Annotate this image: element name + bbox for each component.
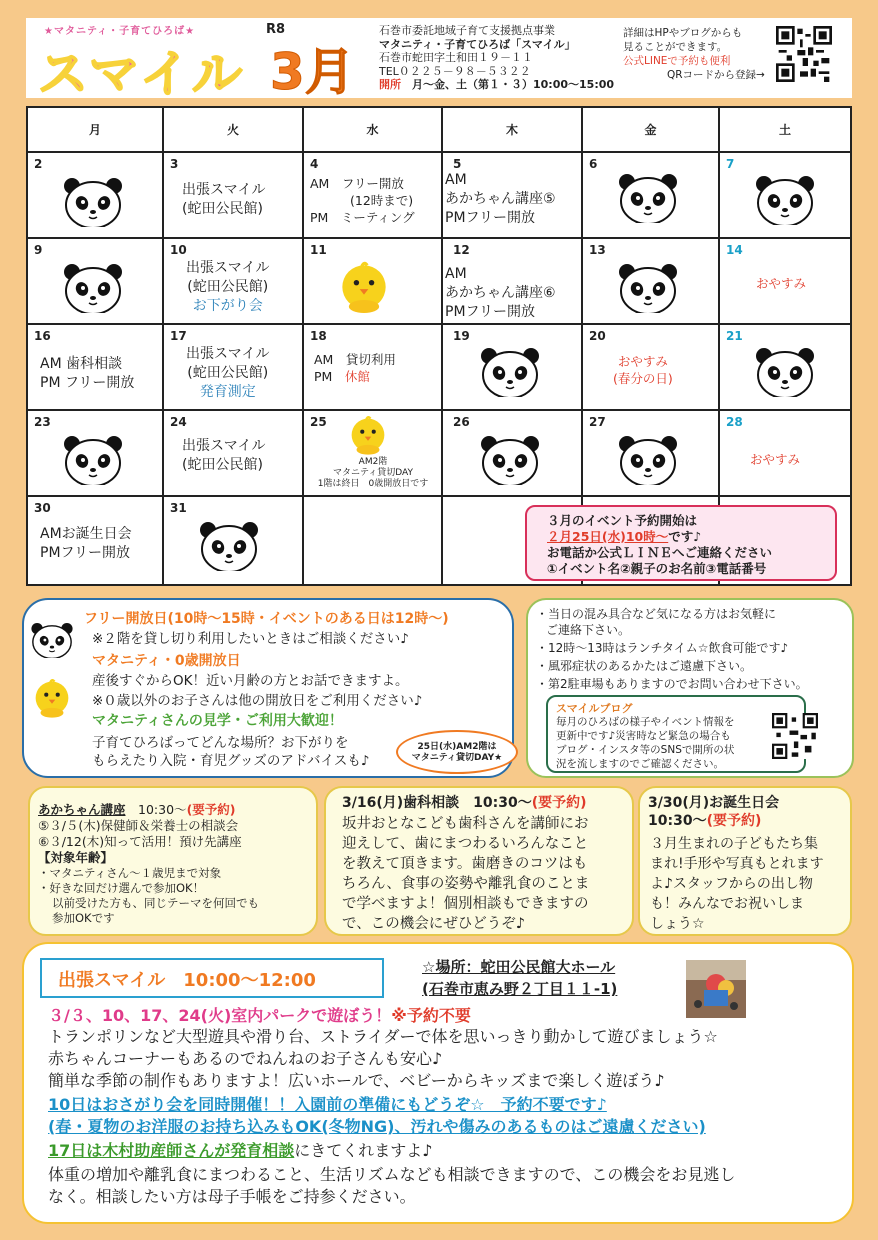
day-cell[interactable] (583, 239, 720, 325)
event-line: 出張スマイル (186, 346, 270, 362)
hand-me-down-event: 10日はおさがり会を同時開催！！入園前の準備にもどうぞ☆ 予約不要です♪ (48, 1095, 607, 1114)
class-item: ⑤３/５(木)保健師＆栄養士の相談会 (38, 818, 239, 833)
event-line: AM (445, 266, 467, 282)
day-cell[interactable] (443, 325, 583, 411)
no-reservation-note: ※予約不要 (391, 1006, 471, 1025)
venue-address: (石巻市恵み野２丁目１１-1) (422, 980, 618, 998)
event-line: あかちゃん講座⑤ (445, 191, 556, 207)
panda-icon (30, 622, 74, 658)
note-line-line-app: 公式LINEで予約も便利 (623, 55, 731, 67)
day-cell[interactable] (443, 153, 583, 239)
day-event (40, 355, 134, 393)
day-cell[interactable] (164, 325, 304, 411)
day-cell[interactable] (304, 239, 443, 325)
birthday-title: 3/30(月)お誕生日会 (648, 795, 780, 811)
org-address: 石巻市蛇田字土和田１９－１１ (379, 51, 533, 64)
qr-code-icon[interactable] (776, 26, 832, 82)
baby-class-title: あかちゃん講座 (38, 802, 126, 817)
general-notes (526, 598, 854, 778)
day-event (186, 259, 269, 316)
note-line: 見ることができます。 (623, 41, 728, 53)
venue-photo (686, 960, 746, 1018)
day-cell[interactable] (443, 411, 583, 497)
reservation-start-date: ２月25日(水)10時～ (547, 529, 669, 544)
day-event (310, 175, 415, 226)
header-note (623, 26, 765, 82)
blog-line: 況を流しますのでご確認ください。 (556, 758, 724, 770)
blog-line: ブログ・インスタ等のSNSで開所の状 (556, 744, 735, 756)
midwife-line (48, 1140, 433, 1161)
notice-suffix: です♪ (668, 529, 702, 544)
calendar-week (28, 411, 850, 497)
day-cell[interactable] (583, 411, 720, 497)
day-cell[interactable] (304, 411, 443, 497)
day-number: 18 (310, 329, 327, 343)
event-line (314, 368, 396, 385)
panda-icon (479, 435, 541, 485)
day-number: 26 (453, 415, 470, 429)
day-event (182, 181, 265, 219)
park-dates: ３/３、10、17、24(火)室内パークで遊ぼう！ (48, 1006, 392, 1025)
weekday-thu: 木 (443, 108, 583, 153)
dental-text: 坂井おとなこども歯科さんを講師にお (342, 816, 589, 832)
day-number: 28 (726, 415, 743, 429)
day-number: 23 (34, 415, 51, 429)
organization-info (379, 24, 614, 92)
day-cell[interactable] (164, 411, 304, 497)
dispatch-text: 体重の増加や離乳食にまつわること、生活リズムなども相談できますので、この機会をお見逃し (48, 1165, 736, 1184)
event-line: 1階は終日 0歳開放日です (317, 479, 429, 489)
qr-code-icon[interactable] (772, 713, 818, 759)
event-line: 出張スマイル (182, 438, 266, 454)
class-item: ⑥３/12(木)知って活用！預け先講座 (38, 834, 242, 849)
day-event (182, 437, 265, 475)
closed-label: おやすみ (756, 276, 807, 291)
day-number: 2 (34, 157, 43, 171)
panda-icon (62, 177, 124, 227)
day-cell[interactable] (164, 153, 304, 239)
target-age-heading: 【対象年齢】 (38, 850, 114, 865)
info-line: もらえたり入院・育児グッズのアドバイスも♪ (92, 753, 370, 769)
day-number: 7 (726, 157, 735, 171)
day-number: 13 (589, 243, 606, 257)
note-line: ご連絡下さい。 (546, 623, 631, 637)
event-line: AM 貸切利用 (314, 352, 396, 367)
note-line: ・当日の混み具合など気になる方はお気軽に (536, 607, 777, 621)
hours-value: 月～金、土（第１・３）10:00～15:00 (412, 78, 615, 91)
venue-name: ☆場所：蛇田公民館大ホール (422, 958, 616, 976)
blog-line: 更新中です♪災害時など緊急の場合も (556, 730, 731, 742)
reservation-notice (525, 505, 837, 581)
weekday-mon: 月 (28, 108, 164, 153)
birthday-text: しょう☆ (650, 916, 705, 932)
day-cell[interactable] (720, 325, 850, 411)
event-line: 出張スマイル (182, 182, 266, 198)
event-line: (12時まで) (350, 193, 414, 208)
day-number: 12 (453, 243, 470, 257)
event-line-hand-me-down: お下がり会 (192, 298, 263, 314)
day-cell[interactable] (164, 497, 304, 584)
baby-class-heading (38, 800, 236, 819)
event-line: (蛇田公民館) (182, 201, 263, 217)
event-line: (蛇田公民館) (187, 365, 269, 381)
panda-icon (754, 175, 816, 225)
note-line: 詳細はHPやブログからも (623, 27, 743, 39)
day-cell[interactable] (28, 497, 164, 584)
month-title: 3月 (270, 43, 355, 101)
day-cell[interactable] (28, 411, 164, 497)
day-number: 21 (726, 329, 743, 343)
baby-class-box (28, 786, 318, 936)
day-number: 24 (170, 415, 187, 429)
panda-icon (62, 435, 124, 485)
event-line: AMお誕生日会 (40, 526, 132, 542)
day-event (40, 525, 132, 563)
logo-subtitle: ★マタニティ・子育てひろば★ (44, 26, 196, 37)
day-number: 5 (453, 157, 462, 171)
day-number: 11 (310, 243, 327, 257)
org-project: 石巻市委託地域子育て支援拠点事業 (379, 24, 555, 37)
event-line: PMフリー開放 (445, 210, 535, 226)
reservation-required: (要予約) (531, 795, 587, 811)
speech-bubble (396, 730, 518, 774)
chick-icon (340, 261, 388, 313)
chick-icon (34, 678, 70, 718)
closed-label: おやすみ (617, 354, 668, 369)
day-event (314, 351, 396, 385)
bubble-line: マタニティ貸切DAY★ (411, 753, 503, 763)
class-note: 以前受けた方も、同じテーマを何回でも (52, 896, 259, 910)
notice-line (547, 529, 835, 545)
day-number: 19 (453, 329, 470, 343)
day-cell[interactable] (583, 325, 720, 411)
org-tel: TEL０２２５－９８－５３２２ (379, 64, 531, 78)
holiday-label: (春分の日) (613, 371, 673, 386)
closed-label: おやすみ (750, 452, 801, 467)
calendar-week (28, 239, 850, 325)
dispatch-text: なく。相談したい方は母子手帳をご持参ください。 (48, 1187, 416, 1206)
panda-icon (617, 173, 679, 223)
blog-line: 毎月のひろばの様子やイベント情報を (556, 716, 735, 728)
notice-line: お電話か公式ＬＩＮＥへご連絡ください (547, 545, 773, 560)
weekday-sat: 土 (720, 108, 850, 153)
day-number: 25 (310, 415, 327, 429)
day-event (186, 345, 269, 402)
org-name: マタニティ・子育てひろば「スマイル」 (379, 37, 576, 51)
year-label: R8 (266, 22, 286, 37)
notice-line: ①イベント名②親子のお名前③電話番号 (547, 561, 767, 576)
maternity-welcome-heading: マタニティさんの見学・ご利用大歓迎！ (92, 713, 343, 729)
day-cell[interactable] (720, 153, 850, 239)
event-line: AM (445, 172, 467, 188)
dispatch-title: 出張スマイル 10:00～12:00 (40, 958, 384, 998)
birthday-text: よ♪スタッフからの出し物 (650, 876, 813, 892)
day-cell-empty (304, 497, 443, 584)
birthday-time-row (648, 812, 761, 831)
event-line: AM 歯科相談 (40, 356, 123, 372)
info-line: 子育てひろばってどんな場所？お下がりを (92, 735, 349, 751)
day-cell[interactable] (304, 153, 443, 239)
day-cell[interactable] (304, 325, 443, 411)
day-event (445, 265, 556, 322)
dispatch-smile-section (22, 942, 854, 1224)
calendar-week (28, 153, 850, 239)
day-event (306, 457, 440, 490)
event-line: AM フリー開放 (310, 176, 404, 191)
note-line-qr: QRコードから登録→ (667, 69, 765, 81)
day-number: 10 (170, 243, 187, 257)
day-cell[interactable] (28, 153, 164, 239)
reservation-required: (要予約) (186, 802, 236, 817)
panda-icon (198, 521, 260, 571)
class-note: ・マタニティさん～１歳児まで対象 (38, 866, 222, 880)
panda-icon (617, 263, 679, 313)
event-time: PM (314, 369, 345, 384)
open-day-info (22, 598, 514, 778)
day-number: 31 (170, 501, 187, 515)
info-line: ※０歳以外のお子さんは他の開放日をご利用ください♪ (92, 693, 423, 709)
dental-text: 迎えして、歯にまつわるいろんなこと (342, 836, 589, 852)
hand-me-down-note: (春・夏物のお洋服のお持ち込みもOK(冬物NG)、汚れや傷みのあるものはご遠慮ください) (48, 1117, 706, 1136)
info-line: 産後すぐからOK！近い月齢の方とお話できますよ。 (92, 673, 409, 689)
dispatch-text: トランポリンなど大型遊具や滑り台、ストライダーで体を思いっきり動かして遊びましょう☆ (48, 1027, 718, 1046)
park-heading (48, 1006, 471, 1025)
weekday-wed: 水 (304, 108, 443, 153)
hours-label: 開所 (379, 78, 401, 91)
day-number: 6 (589, 157, 598, 171)
weekday-fri: 金 (583, 108, 720, 153)
event-line: PMフリー開放 (40, 545, 130, 561)
calendar-week (28, 325, 850, 411)
note-line: ・風邪症状のあるかたはご遠慮下さい。 (536, 659, 753, 673)
dental-heading (342, 794, 587, 813)
event-line: マタニティ貸切DAY (332, 468, 413, 478)
event-line: PMフリー開放 (445, 304, 535, 320)
midwife-highlight: 17日は木村助産師さんが発育相談 (48, 1141, 295, 1160)
notice-line: ３月のイベント予約開始は (547, 513, 698, 528)
midwife-rest: にきてくれますよ♪ (294, 1141, 433, 1160)
day-cell[interactable] (28, 325, 164, 411)
day-number: 17 (170, 329, 187, 343)
header (26, 18, 852, 103)
panda-icon (479, 347, 541, 397)
event-line: AM2階 (358, 457, 388, 467)
day-number: 30 (34, 501, 51, 515)
dental-text: で、この機会にぜひどうぞ♪ (342, 916, 525, 932)
event-line: PM フリー開放 (40, 375, 135, 391)
dental-text: を教えて頂きます。歯磨きのコツはも (342, 856, 588, 872)
panda-icon (754, 347, 816, 397)
note-line: ・12時～13時はランチタイム☆飲食可能です♪ (536, 641, 789, 655)
day-number: 16 (34, 329, 51, 343)
event-line: (蛇田公民館) (182, 457, 263, 473)
dental-consultation-box (324, 786, 634, 936)
birthday-time: 10:30～ (648, 813, 707, 829)
logo: スマイル (38, 45, 244, 103)
class-note: ・好きな回だけ選んで参加OK！ (38, 881, 205, 895)
chick-icon (350, 415, 386, 455)
dispatch-text: 簡単な季節の制作もありますよ！広いホールで、ベビーからキッズまで楽しく遊ぼう♪ (48, 1071, 665, 1090)
org-hours (379, 78, 614, 92)
calendar (26, 106, 852, 586)
day-cell[interactable] (583, 153, 720, 239)
calendar-weekday-row (28, 108, 850, 153)
event-line: あかちゃん講座⑥ (445, 285, 556, 301)
panda-icon (62, 263, 124, 313)
day-cell[interactable] (720, 411, 850, 497)
reservation-required: (要予約) (706, 813, 762, 829)
day-cell[interactable] (443, 239, 583, 325)
day-number: 4 (310, 157, 319, 171)
dental-text: ちろん、食事の姿勢や離乳食のことま (342, 876, 590, 892)
day-cell[interactable] (28, 239, 164, 325)
blog-box[interactable] (546, 695, 806, 773)
panda-icon (617, 435, 679, 485)
day-number: 20 (589, 329, 606, 343)
event-line-growth-check: 発育測定 (199, 384, 256, 400)
day-number: 14 (726, 243, 743, 257)
open-day-heading: フリー開放日(10時～15時・イベントのある日は12時～) (84, 611, 449, 627)
day-event (445, 171, 556, 228)
day-number: 27 (589, 415, 606, 429)
note-line: ・第2駐車場もありますのでお問い合わせ下さい。 (536, 677, 808, 691)
birthday-text: まれ!手形や写真もとれます (650, 856, 824, 872)
event-line: (蛇田公民館) (187, 279, 269, 295)
day-cell[interactable] (164, 239, 304, 325)
event-line: 出張スマイル (186, 260, 270, 276)
blog-title: スマイルブログ (556, 702, 633, 715)
dental-text: で学べますよ！個別相談もできますの (342, 896, 589, 912)
event-line: PM ミーティング (310, 210, 415, 225)
day-number: 9 (34, 243, 43, 257)
dispatch-text: 赤ちゃんコーナーもあるのでねんねのお子さんも安心♪ (48, 1049, 443, 1068)
baby-class-time: 10:30～ (138, 802, 187, 817)
birthday-party-box (638, 786, 852, 936)
maternity-day-heading: マタニティ・0歳開放日 (92, 653, 241, 669)
closed-label: 休館 (344, 369, 370, 384)
birthday-text: も！みんなでお祝いしま (650, 896, 804, 912)
bubble-line: 25日(水)AM2階は (417, 742, 497, 752)
birthday-text: ３月生まれの子どもたち集 (650, 836, 818, 852)
dental-title: 3/16(月)歯科相談 10:30～ (342, 795, 532, 811)
day-cell[interactable] (720, 239, 850, 325)
weekday-tue: 火 (164, 108, 304, 153)
class-note: 参加OKです (52, 911, 115, 925)
day-number: 3 (170, 157, 179, 171)
day-event (613, 353, 673, 387)
info-line: ※２階を貸し切り利用したいときはご相談ください♪ (92, 631, 409, 647)
